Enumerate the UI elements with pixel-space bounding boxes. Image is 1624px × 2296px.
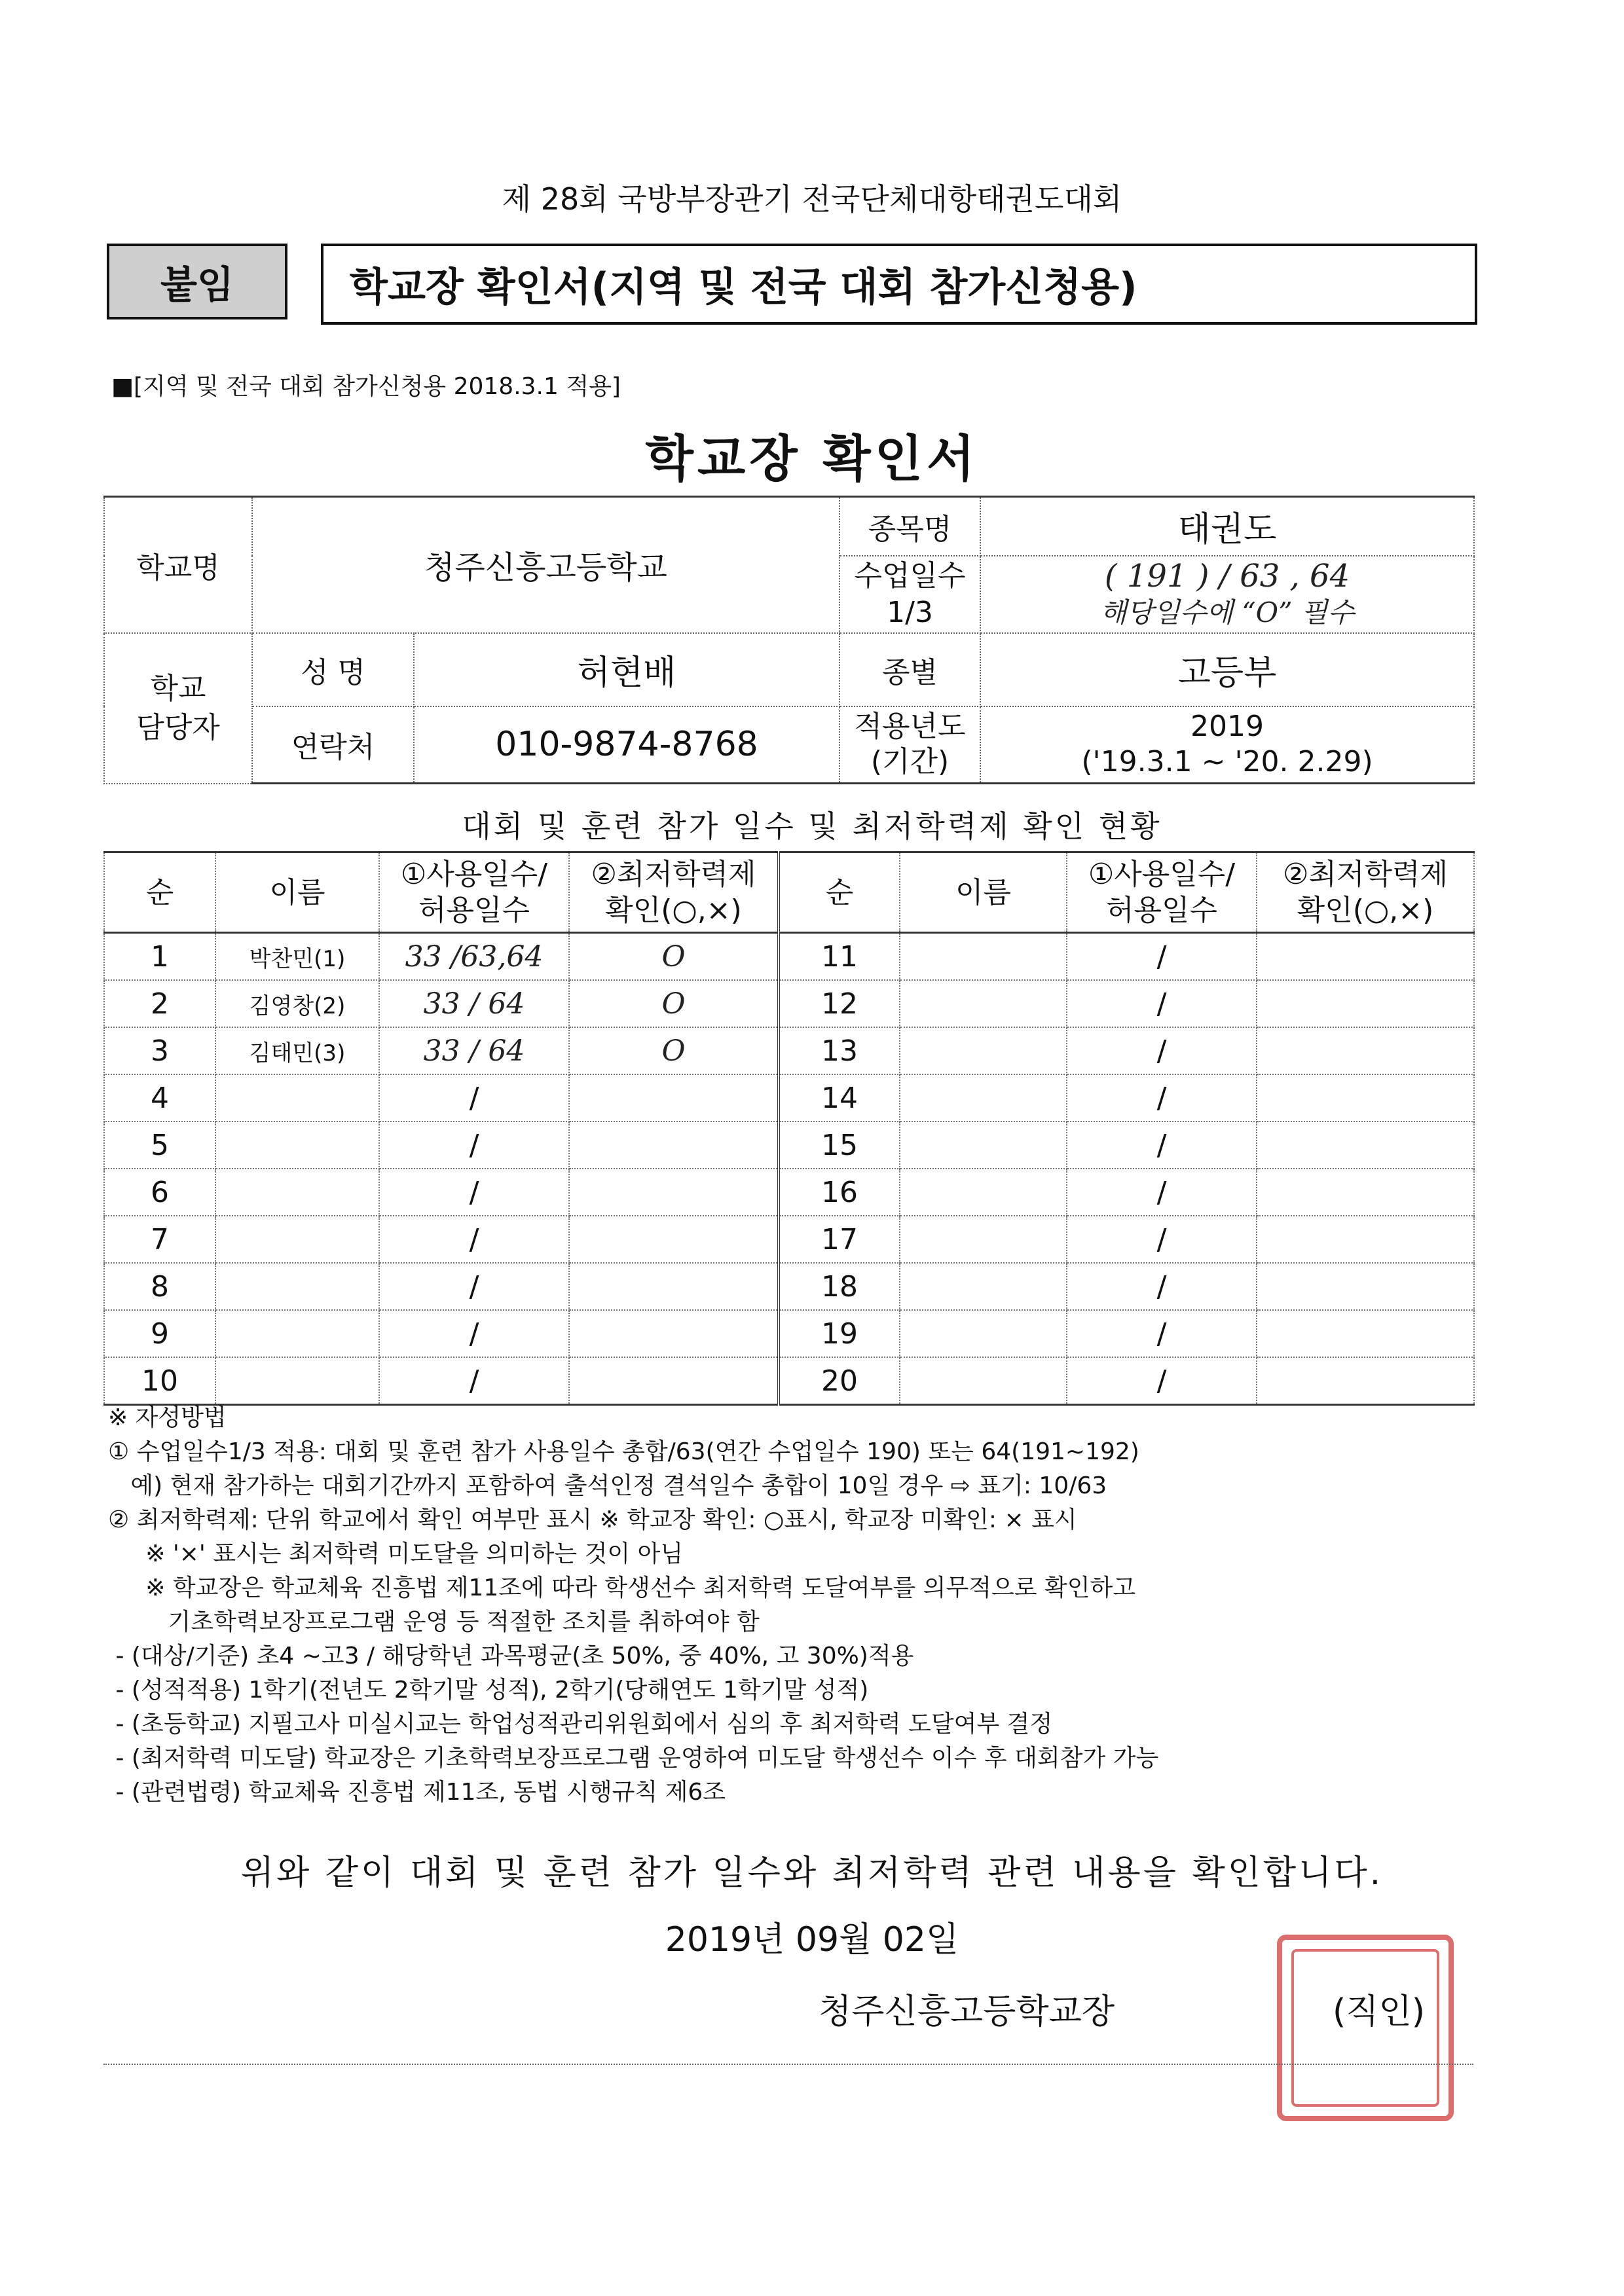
row-name bbox=[900, 1169, 1067, 1216]
row-days: / bbox=[1067, 1121, 1257, 1169]
header-days bbox=[379, 852, 569, 933]
sport-value: 태권도 bbox=[980, 497, 1474, 556]
row-no: 14 bbox=[779, 1074, 900, 1121]
year-label-line1: 적용년도 bbox=[854, 710, 966, 744]
table-row bbox=[104, 1027, 1474, 1074]
row-no: 2 bbox=[104, 980, 215, 1027]
row-min bbox=[1257, 933, 1474, 981]
row-min bbox=[1257, 1074, 1474, 1121]
row-days: / bbox=[1067, 1310, 1257, 1357]
document-title-box bbox=[321, 244, 1477, 325]
header-min-right bbox=[1257, 852, 1474, 933]
name-value: 허현배 bbox=[414, 633, 840, 706]
staff-label bbox=[104, 633, 252, 784]
row-name bbox=[900, 1263, 1067, 1310]
row-days: / bbox=[1067, 1263, 1257, 1310]
row-min bbox=[1257, 1027, 1474, 1074]
row-days: 33 / 64 bbox=[379, 1027, 569, 1074]
header-no: 순 bbox=[104, 852, 215, 933]
row-name: 김영창(2) bbox=[215, 980, 379, 1027]
event-title: 제 28회 국방부장관기 전국단체대항태권도대회 bbox=[502, 181, 1122, 217]
header-min-line1: ②최저학력제 bbox=[591, 858, 756, 891]
header-days-right-line2: 허용일수 bbox=[1105, 894, 1217, 927]
row-name bbox=[900, 1121, 1067, 1169]
row-no: 6 bbox=[104, 1169, 215, 1216]
row-name bbox=[215, 1357, 379, 1405]
row-min bbox=[569, 1310, 779, 1357]
row-no: 15 bbox=[779, 1121, 900, 1169]
header-min-line2: 확인(○,×) bbox=[605, 894, 742, 927]
division-label: 종별 bbox=[840, 633, 980, 706]
table-row bbox=[104, 933, 1474, 981]
header-days-right bbox=[1067, 852, 1257, 933]
row-days: / bbox=[379, 1357, 569, 1405]
row-days: 33 /63,64 bbox=[379, 933, 569, 981]
row-days: 33 / 64 bbox=[379, 980, 569, 1027]
row-min bbox=[1257, 1169, 1474, 1216]
table-row bbox=[104, 1121, 1474, 1169]
note-line: - (최저학력 미도달) 학교장은 기초학력보장프로그램 운영하여 미도달 학생선수 이수 후 대회참가 가능 bbox=[108, 1745, 1159, 1772]
note-line: ※ 자성방법 bbox=[108, 1404, 227, 1431]
row-min bbox=[569, 1169, 779, 1216]
row-min bbox=[569, 1263, 779, 1310]
row-days: / bbox=[1067, 1074, 1257, 1121]
table-row bbox=[104, 1357, 1474, 1405]
row-min bbox=[1257, 1310, 1474, 1357]
row-min: O bbox=[569, 980, 779, 1027]
row-no: 8 bbox=[104, 1263, 215, 1310]
row-name bbox=[215, 1121, 379, 1169]
row-no: 1 bbox=[104, 933, 215, 981]
school-label: 학교명 bbox=[104, 497, 252, 633]
header-min-right-line1: ②최저학력제 bbox=[1283, 858, 1448, 891]
note-line: ※ 학교장은 학교체육 진흥법 제11조에 따라 학생선수 최저학력 도달여부를 의무적으로 확인하고 bbox=[108, 1575, 1136, 1601]
row-name bbox=[900, 1027, 1067, 1074]
row-no: 3 bbox=[104, 1027, 215, 1074]
attachment-badge bbox=[107, 244, 287, 319]
row-days: / bbox=[1067, 933, 1257, 981]
row-no: 19 bbox=[779, 1310, 900, 1357]
row-no: 7 bbox=[104, 1216, 215, 1263]
applied-note: ■[지역 및 전국 대회 참가신청용 2018.3.1 적용] bbox=[111, 373, 621, 400]
row-min bbox=[1257, 1263, 1474, 1310]
row-no: 17 bbox=[779, 1216, 900, 1263]
row-name bbox=[900, 1310, 1067, 1357]
row-no: 18 bbox=[779, 1263, 900, 1310]
row-days: / bbox=[379, 1263, 569, 1310]
sport-label: 종목명 bbox=[840, 497, 980, 556]
row-days: / bbox=[379, 1169, 569, 1216]
row-min: O bbox=[569, 933, 779, 981]
year-value-line1: 2019 bbox=[1190, 710, 1264, 744]
row-days: / bbox=[1067, 1027, 1257, 1074]
note-line: - (초등학교) 지필고사 미실시교는 학업성적관리위원회에서 심의 후 최저학력 도달여부 결정 bbox=[108, 1711, 1053, 1738]
staff-label-line1: 학교 bbox=[150, 671, 206, 705]
table-row bbox=[104, 1263, 1474, 1310]
info-table bbox=[103, 496, 1475, 784]
row-days: / bbox=[379, 1216, 569, 1263]
row-name bbox=[900, 1216, 1067, 1263]
row-no: 20 bbox=[779, 1357, 900, 1405]
name-label: 성 명 bbox=[252, 633, 414, 706]
days-value-line1: ( 191 ) / 63 , 64 bbox=[1104, 557, 1350, 594]
row-no: 12 bbox=[779, 980, 900, 1027]
row-days: / bbox=[1067, 1357, 1257, 1405]
row-no: 9 bbox=[104, 1310, 215, 1357]
principal-name: 청주신흥고등학교장 bbox=[819, 1992, 1115, 2032]
table-row bbox=[104, 1169, 1474, 1216]
table-row bbox=[104, 1074, 1474, 1121]
section-title: 대회 및 훈련 참가 일수 및 최저학력제 확인 현황 bbox=[462, 809, 1162, 844]
row-days: / bbox=[379, 1310, 569, 1357]
confirmation-statement: 위와 같이 대회 및 훈련 참가 일수와 최저학력 관련 내용을 확인합니다. bbox=[240, 1853, 1384, 1893]
document-title: 학교장 확인서(지역 및 전국 대회 참가신청용) bbox=[350, 264, 1137, 310]
header-days-right-line1: ①사용일수/ bbox=[1088, 858, 1236, 891]
writing-instructions bbox=[108, 1401, 1483, 1810]
row-days: / bbox=[1067, 1169, 1257, 1216]
contact-value: 010-9874-8768 bbox=[414, 706, 840, 784]
bottom-divider bbox=[103, 2064, 1473, 2065]
row-name bbox=[215, 1169, 379, 1216]
days-label-line2: 1/3 bbox=[887, 595, 933, 629]
row-name bbox=[900, 980, 1067, 1027]
year-value-line2: ('19.3.1 ~ '20. 2.29) bbox=[1081, 745, 1373, 779]
row-days: / bbox=[379, 1121, 569, 1169]
year-value bbox=[980, 706, 1474, 784]
row-min bbox=[1257, 1357, 1474, 1405]
school-value: 청주신흥고등학교 bbox=[252, 497, 840, 633]
row-min bbox=[569, 1121, 779, 1169]
days-label-line1: 수업일수 bbox=[854, 558, 966, 592]
note-line: 예) 현재 참가하는 대회기간까지 포함하여 출석인정 결석일수 총합이 10일 경우 ⇨ 표기: 10/63 bbox=[108, 1472, 1107, 1499]
table-row bbox=[104, 1216, 1474, 1263]
year-label bbox=[840, 706, 980, 784]
days-value bbox=[980, 556, 1474, 633]
document-date: 2019년 09월 02일 bbox=[665, 1920, 959, 1959]
row-days: / bbox=[1067, 980, 1257, 1027]
row-min bbox=[569, 1216, 779, 1263]
seal-label: (직인) bbox=[1333, 1992, 1426, 2032]
row-min: O bbox=[569, 1027, 779, 1074]
header-min bbox=[569, 852, 779, 933]
note-line: ① 수업일수1/3 적용: 대회 및 훈련 참가 사용일수 총합/63(연간 수업일수 190) 또는 64(191~192) bbox=[108, 1438, 1139, 1465]
row-no: 16 bbox=[779, 1169, 900, 1216]
division-value: 고등부 bbox=[980, 633, 1474, 706]
row-name bbox=[215, 1216, 379, 1263]
header-days-line2: 허용일수 bbox=[418, 894, 530, 927]
contact-label: 연락처 bbox=[252, 706, 414, 784]
row-min bbox=[569, 1357, 779, 1405]
header-name: 이름 bbox=[215, 852, 379, 933]
row-name: 김태민(3) bbox=[215, 1027, 379, 1074]
row-name: 박찬민(1) bbox=[215, 933, 379, 981]
table-header-row bbox=[104, 852, 1474, 933]
row-no: 4 bbox=[104, 1074, 215, 1121]
days-label bbox=[840, 556, 980, 633]
table-row bbox=[104, 1310, 1474, 1357]
table-row bbox=[104, 980, 1474, 1027]
row-name bbox=[900, 1357, 1067, 1405]
note-line: ※ '×' 표시는 최저학력 미도달을 의미하는 것이 아님 bbox=[108, 1540, 684, 1567]
row-name bbox=[900, 933, 1067, 981]
row-min bbox=[569, 1074, 779, 1121]
badge-label: 붙임 bbox=[160, 263, 234, 307]
year-label-line2: (기간) bbox=[870, 745, 950, 779]
participation-table bbox=[103, 851, 1475, 1406]
row-name bbox=[215, 1074, 379, 1121]
row-name bbox=[215, 1310, 379, 1357]
row-name bbox=[215, 1263, 379, 1310]
header-days-line1: ①사용일수/ bbox=[400, 858, 548, 891]
note-line: 기초학력보장프로그램 운영 등 적절한 조치를 취하여야 함 bbox=[108, 1609, 760, 1635]
row-min bbox=[1257, 980, 1474, 1027]
main-title: 학교장 확인서 bbox=[645, 429, 979, 488]
header-name-right: 이름 bbox=[900, 852, 1067, 933]
staff-label-line2: 담당자 bbox=[136, 710, 220, 744]
days-value-line2: 해당일수에 “O” 필수 bbox=[1099, 596, 1355, 629]
row-no: 13 bbox=[779, 1027, 900, 1074]
row-no: 11 bbox=[779, 933, 900, 981]
row-days: / bbox=[1067, 1216, 1257, 1263]
row-name bbox=[900, 1074, 1067, 1121]
row-days: / bbox=[379, 1074, 569, 1121]
row-no: 5 bbox=[104, 1121, 215, 1169]
header-no-right: 순 bbox=[779, 852, 900, 933]
row-no: 10 bbox=[104, 1357, 215, 1405]
row-min bbox=[1257, 1216, 1474, 1263]
row-min bbox=[1257, 1121, 1474, 1169]
note-line: ② 최저학력제: 단위 학교에서 확인 여부만 표시 ※ 학교장 확인: ○표시, 학교장 미확인: × 표시 bbox=[108, 1506, 1077, 1533]
note-line: - (성적적용) 1학기(전년도 2학기말 성적), 2학기(당해연도 1학기말 성적) bbox=[108, 1677, 869, 1704]
note-line: - (대상/기준) 초4 ~고3 / 해당학년 과목평균(초 50%, 중 40%, 고 30%)적용 bbox=[108, 1643, 914, 1669]
header-min-right-line2: 확인(○,×) bbox=[1297, 894, 1434, 927]
note-line: - (관련법령) 학교체육 진흥법 제11조, 동법 시행규칙 제6조 bbox=[108, 1779, 726, 1806]
